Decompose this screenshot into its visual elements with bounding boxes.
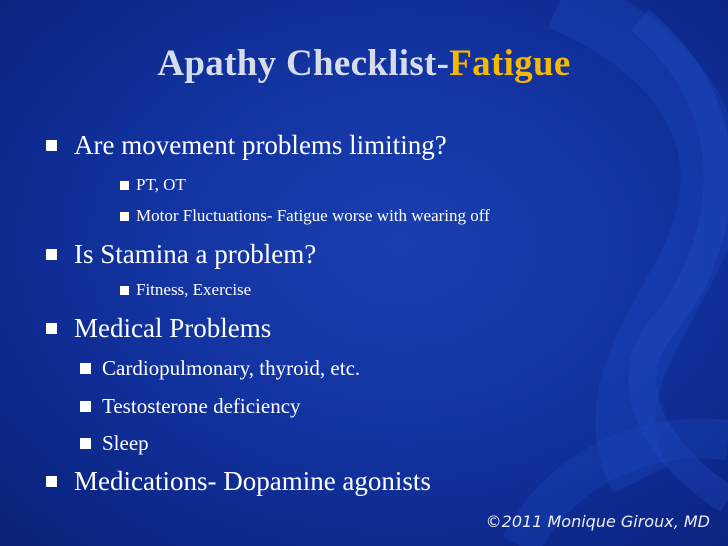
square-bullet-icon	[80, 363, 91, 374]
sub-bullet-item: Cardiopulmonary, thyroid, etc.	[80, 356, 360, 381]
square-bullet-icon	[46, 323, 57, 334]
sub-bullet-item: Motor Fluctuations- Fatigue worse with wearing off	[120, 206, 490, 226]
title-main: Apathy Checklist-	[157, 43, 450, 84]
sub-bullet-item: Fitness, Exercise	[120, 280, 251, 300]
square-bullet-icon	[120, 181, 129, 190]
title-accent: Fatigue	[449, 43, 571, 84]
square-bullet-icon	[120, 212, 129, 221]
sub-bullet-item: PT, OT	[120, 175, 186, 195]
bullet-item: Are movement problems limiting?	[46, 130, 447, 161]
square-bullet-icon	[80, 438, 91, 449]
square-bullet-icon	[46, 249, 57, 260]
square-bullet-icon	[80, 401, 91, 412]
square-bullet-icon	[120, 286, 129, 295]
copyright-footer: ©2011 Monique Giroux, MD	[485, 512, 710, 531]
bullet-item: Medical Problems	[46, 313, 271, 344]
bullet-item: Medications- Dopamine agonists	[46, 466, 431, 497]
bullet-item: Is Stamina a problem?	[46, 239, 316, 270]
square-bullet-icon	[46, 476, 57, 487]
sub-bullet-item: Sleep	[80, 431, 149, 456]
sub-bullet-item: Testosterone deficiency	[80, 394, 301, 419]
square-bullet-icon	[46, 140, 57, 151]
